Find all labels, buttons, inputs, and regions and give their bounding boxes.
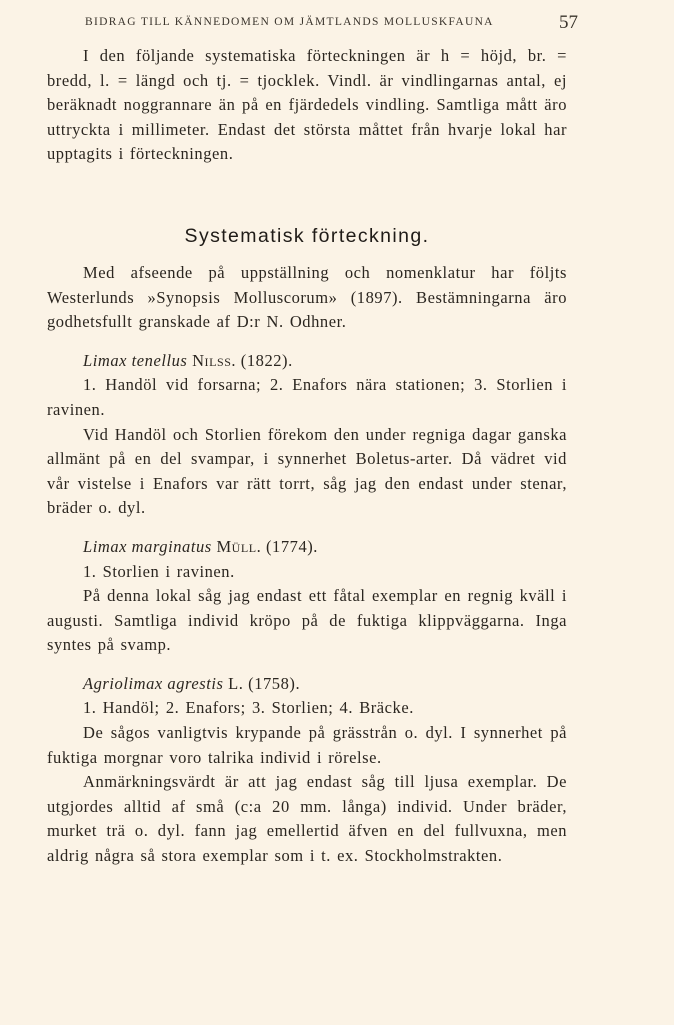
species-localities: 1. Handöl vid forsarna; 2. Enafors nära stationen; 3. Storlien i ravinen.	[47, 375, 567, 419]
species-author: Nilss.	[192, 350, 237, 370]
species-heading	[47, 535, 567, 560]
species-note: De sågos vanligtvis krypande på grässtrån o. dyl. I synnerhet på fuktiga morgnar voro talrika individ i rörelse.	[47, 723, 567, 767]
page-number: 57	[559, 12, 578, 33]
running-title: BIDRAG TILL KÄNNEDOMEN OM JÄMTLANDS MOLLUSKFAUNA	[85, 16, 494, 28]
species-note: På denna lokal såg jag endast ett fåtal exemplar en regnig kväll i augusti. Samtliga individ kröpo på de fuktiga klippväggarna. Inga syntes på svamp.	[47, 586, 567, 655]
species-heading	[47, 672, 567, 697]
species-year: (1758).	[248, 673, 301, 693]
document-page	[47, 0, 578, 1025]
species-localities: 1. Handöl; 2. Enafors; 3. Storlien; 4. Bräcke.	[83, 698, 414, 718]
species-author: Müll.	[216, 536, 262, 556]
species-note: Vid Handöl och Storlien förekom den under regniga dagar ganska allmänt på en del svampar, i synnerhet Boletus-arter. Då vädret vid vår vistelse i Enafors var rätt torrt, såg jag den endast under stenar, bräder o. dyl.	[47, 424, 567, 518]
species-author: L.	[228, 673, 244, 693]
species-year: (1822).	[240, 350, 293, 370]
species-name: Agriolimax agrestis	[83, 673, 224, 693]
species-name: Limax tenellus	[83, 350, 188, 370]
section-paragraph: Med afseende på uppställning och nomenklatur har följts Westerlunds »Synopsis Molluscorum» (1897). Bestämningarna äro godhetsfullt granskade af D:r N. Odhner.	[47, 262, 567, 332]
species-name: Limax marginatus	[83, 536, 212, 556]
body-text	[47, 44, 567, 869]
intro-paragraph: I den följande systematiska förteckningen är h = höjd, br. = bredd, l. = längd och tj. = tjocklek. Vindl. är vindlingarnas antal, ej beräknadt noggrannare än på en fjärdedels vindling. Samtliga mått äro uttryckta i millimeter. Endast det största måttet från hvarje lokal har upptagits i förteckningen.	[47, 46, 567, 164]
species-localities: 1. Storlien i ravinen.	[83, 561, 235, 581]
section-title: Systematisk förteckning.	[184, 224, 430, 247]
species-note: Anmärkningsvärdt är att jag endast såg till ljusa exemplar. De utgjordes alltid af små (c:a 20 mm. långa) individ. Under bräder, murket trä o. dyl. fann jag emellertid äfven en del fullvuxna, men aldrig några så stora exemplar som i t. ex. Stockholmstrakten.	[47, 772, 567, 866]
species-heading	[47, 349, 567, 374]
species-year: (1774).	[266, 536, 318, 556]
